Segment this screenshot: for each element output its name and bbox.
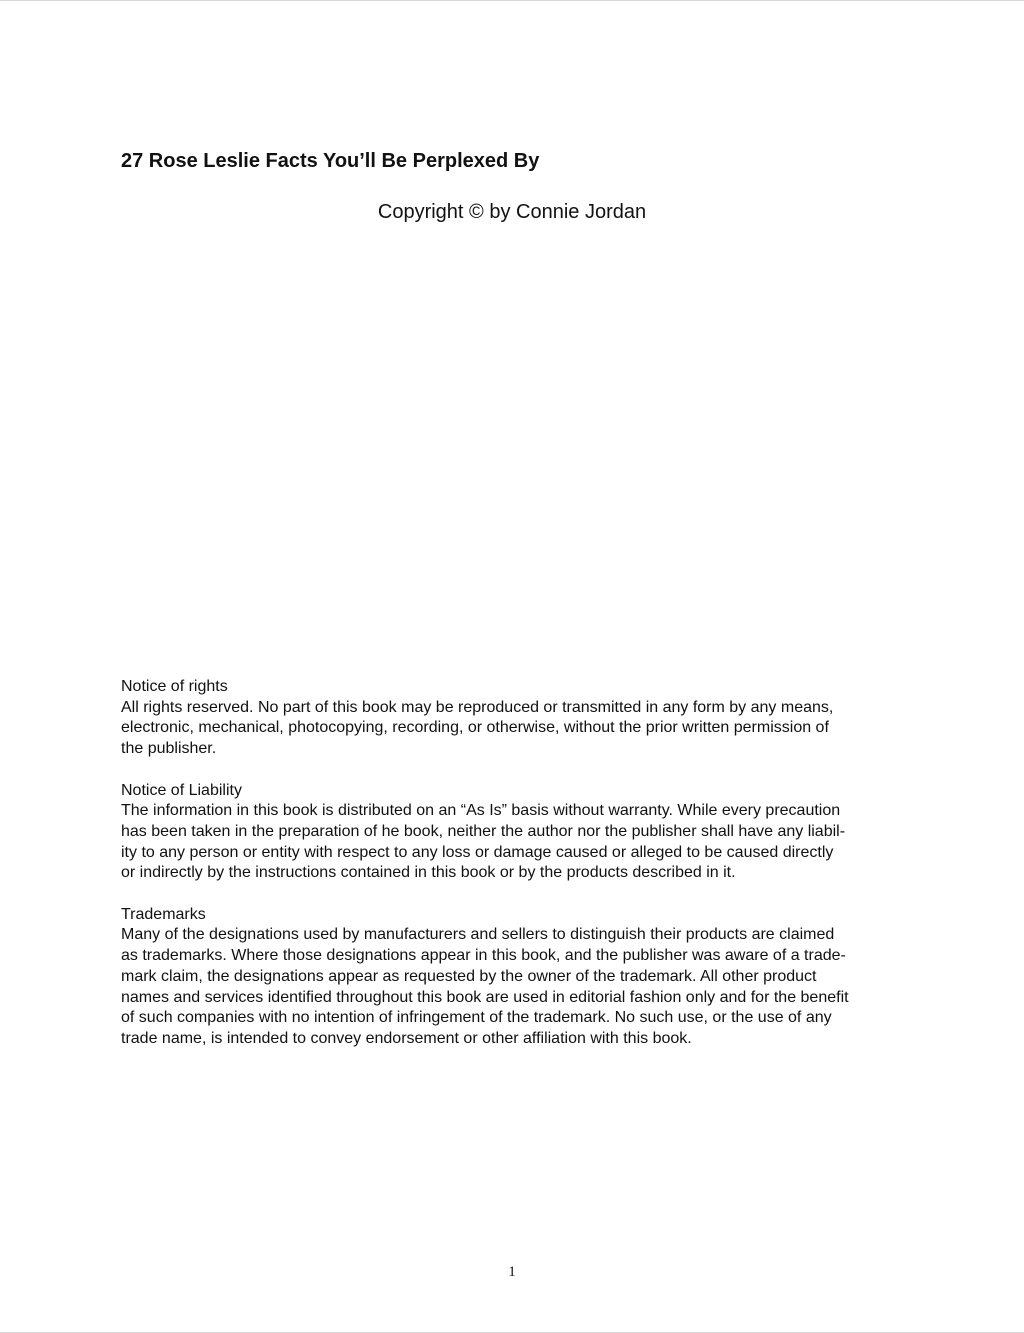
section-heading: Trademarks (121, 905, 206, 923)
legal-notices (121, 677, 911, 1070)
section-heading: Notice of rights (121, 678, 228, 695)
page-number: 1 (508, 1264, 516, 1280)
trademarks-section (121, 905, 911, 1050)
copyright-notice: Copyright © by Connie Jordan (377, 201, 647, 223)
body-line: trade name, is intended to convey endorsement or other affiliation with this book. (121, 1029, 692, 1047)
body-line: as trademarks. Where those designations appear in this book, and the publisher was aware of a trade- (121, 947, 846, 965)
body-line: The information in this book is distributed on an “As Is” basis without warranty. While every precaution (121, 802, 841, 820)
body-line: Many of the designations used by manufacturers and sellers to distinguish their products are claimed (121, 926, 835, 944)
section-body (121, 801, 911, 884)
section-body (121, 925, 911, 1049)
body-line: ity to any person or entity with respect to any loss or damage caused or alleged to be caused directly (121, 843, 834, 861)
body-line: has been taken in the preparation of he book, neither the author nor the publisher shall have any liabil- (121, 822, 846, 840)
body-line: mark claim, the designations appear as requested by the owner of the trademark. All other product (121, 967, 817, 985)
section-heading: Notice of Liability (121, 781, 242, 799)
body-line: All rights reserved. No part of this book may be reproduced or transmitted in any form by any means, (121, 698, 834, 716)
notice-of-liability-section (121, 781, 911, 885)
body-line: names and services identified throughout this book are used in editorial fashion only and for the benefit (121, 988, 849, 1006)
notice-of-rights-section (121, 677, 911, 760)
body-line: electronic, mechanical, photocopying, recording, or otherwise, without the prior written permission of (121, 719, 829, 737)
body-line: or indirectly by the instructions contained in this book or by the products described in it. (121, 864, 736, 882)
section-body (121, 698, 911, 760)
body-line: of such companies with no intention of infringement of the trademark. No such use, or the use of any (121, 1009, 832, 1027)
book-title: 27 Rose Leslie Facts You’ll Be Perplexed By (121, 150, 540, 172)
body-line: the publisher. (121, 740, 217, 758)
